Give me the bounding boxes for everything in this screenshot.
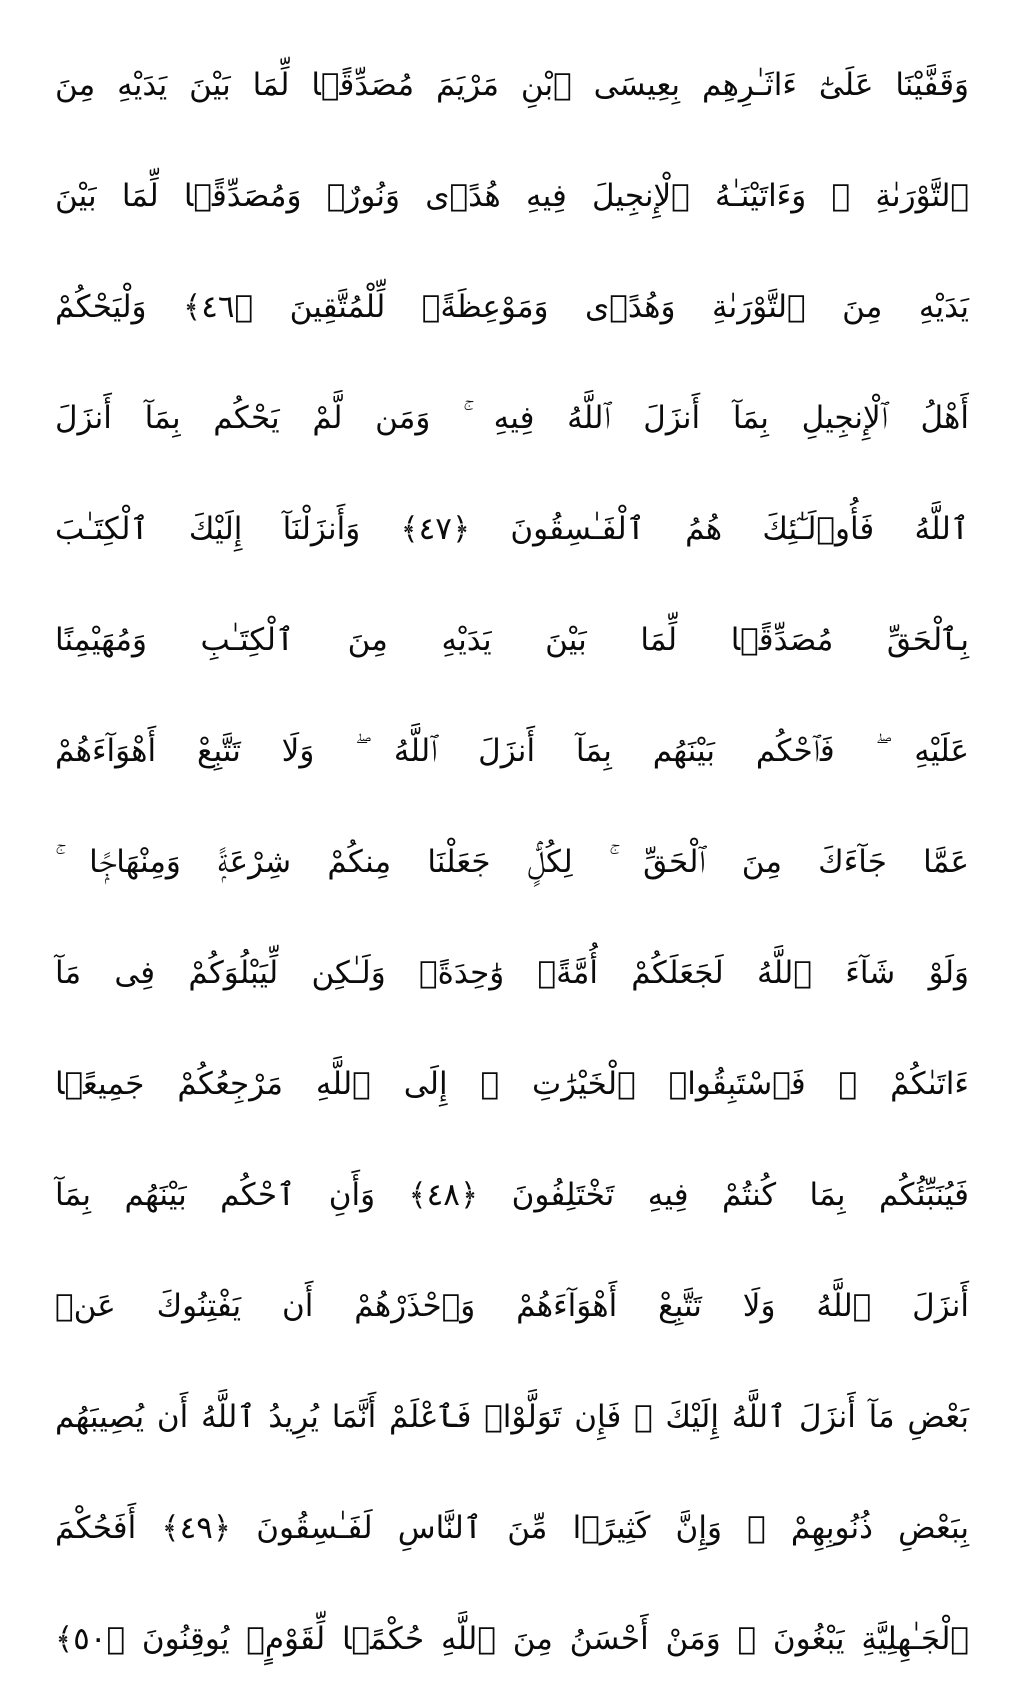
quran-line: بَعْضِ مَآ أَنزَلَ ٱللَّهُ إِلَيْكَ ۖ فَإِن تَوَلَّوْا۟ فَٱعْلَمْ أَنَّمَا يُرِيدُ ٱللَّهُ أَن يُصِيبَهُم (55, 1399, 969, 1435)
quran-line: فَيُنَبِّئُكُم بِمَا كُنتُمْ فِيهِ تَخْتَلِفُونَ ﴿٤٨﴾ وَأَنِ ٱحْكُم بَيْنَهُم بِمَآ (55, 1177, 969, 1213)
quran-line: عَمَّا جَآءَكَ مِنَ ٱلْحَقِّ ۚ لِكُلٍّۢ جَعَلْنَا مِنكُمْ شِرْعَةًۭ وَمِنْهَاجًۭا ۚ (55, 844, 969, 880)
quran-line: ءَاتَىٰكُمْ ۖ فَٱسْتَبِقُوا۟ ٱلْخَيْرَٰتِ ۚ إِلَى ٱللَّهِ مَرْجِعُكُمْ جَمِيعًۭا (55, 1066, 969, 1102)
quran-line: أَهْلُ ٱلْإِنجِيلِ بِمَآ أَنزَلَ ٱللَّهُ فِيهِ ۚ وَمَن لَّمْ يَحْكُم بِمَآ أَنزَلَ (55, 400, 969, 436)
quran-line: بِبَعْضِ ذُنُوبِهِمْ ۗ وَإِنَّ كَثِيرًۭا مِّنَ ٱلنَّاسِ لَفَـٰسِقُونَ ﴿٤٩﴾ أَفَحُكْمَ (55, 1510, 969, 1546)
quran-line: ٱلْجَـٰهِلِيَّةِ يَبْغُونَ ۚ وَمَنْ أَحْسَنُ مِنَ ٱللَّهِ حُكْمًۭا لِّقَوْمٍۢ يُوقِنُونَ ﴿٥٠﴾ (55, 1621, 969, 1657)
quran-line: ٱلتَّوْرَىٰةِ ۖ وَءَاتَيْنَـٰهُ ٱلْإِنجِيلَ فِيهِ هُدًۭى وَنُورٌۭ وَمُصَدِّقًۭا لِّمَا بَيْنَ (55, 178, 969, 214)
quran-line: بِٱلْحَقِّ مُصَدِّقًۭا لِّمَا بَيْنَ يَدَيْهِ مِنَ ٱلْكِتَـٰبِ وَمُهَيْمِنًا (55, 622, 969, 658)
quran-text-block (55, 30, 969, 1695)
quran-line: ٱللَّهُ فَأُو۟لَـٰٓئِكَ هُمُ ٱلْفَـٰسِقُونَ ﴿٤٧﴾ وَأَنزَلْنَآ إِلَيْكَ ٱلْكِتَـٰبَ (55, 511, 969, 547)
quran-line: يَدَيْهِ مِنَ ٱلتَّوْرَىٰةِ وَهُدًۭى وَمَوْعِظَةًۭ لِّلْمُتَّقِينَ ﴿٤٦﴾ وَلْيَحْكُمْ (55, 289, 969, 325)
quran-line: عَلَيْهِ ۖ فَٱحْكُم بَيْنَهُم بِمَآ أَنزَلَ ٱللَّهُ ۖ وَلَا تَتَّبِعْ أَهْوَآءَهُمْ (55, 733, 969, 769)
quran-line: وَقَفَّيْنَا عَلَىٰٓ ءَاثَـٰرِهِم بِعِيسَى ٱبْنِ مَرْيَمَ مُصَدِّقًۭا لِّمَا بَيْنَ يَدَيْهِ مِنَ (55, 67, 969, 103)
quran-line: وَلَوْ شَآءَ ٱللَّهُ لَجَعَلَكُمْ أُمَّةًۭ وَٰحِدَةًۭ وَلَـٰكِن لِّيَبْلُوَكُمْ فِى مَآ (55, 955, 969, 991)
quran-line: أَنزَلَ ٱللَّهُ وَلَا تَتَّبِعْ أَهْوَآءَهُمْ وَٱحْذَرْهُمْ أَن يَفْتِنُوكَ عَنۢ (55, 1288, 969, 1324)
